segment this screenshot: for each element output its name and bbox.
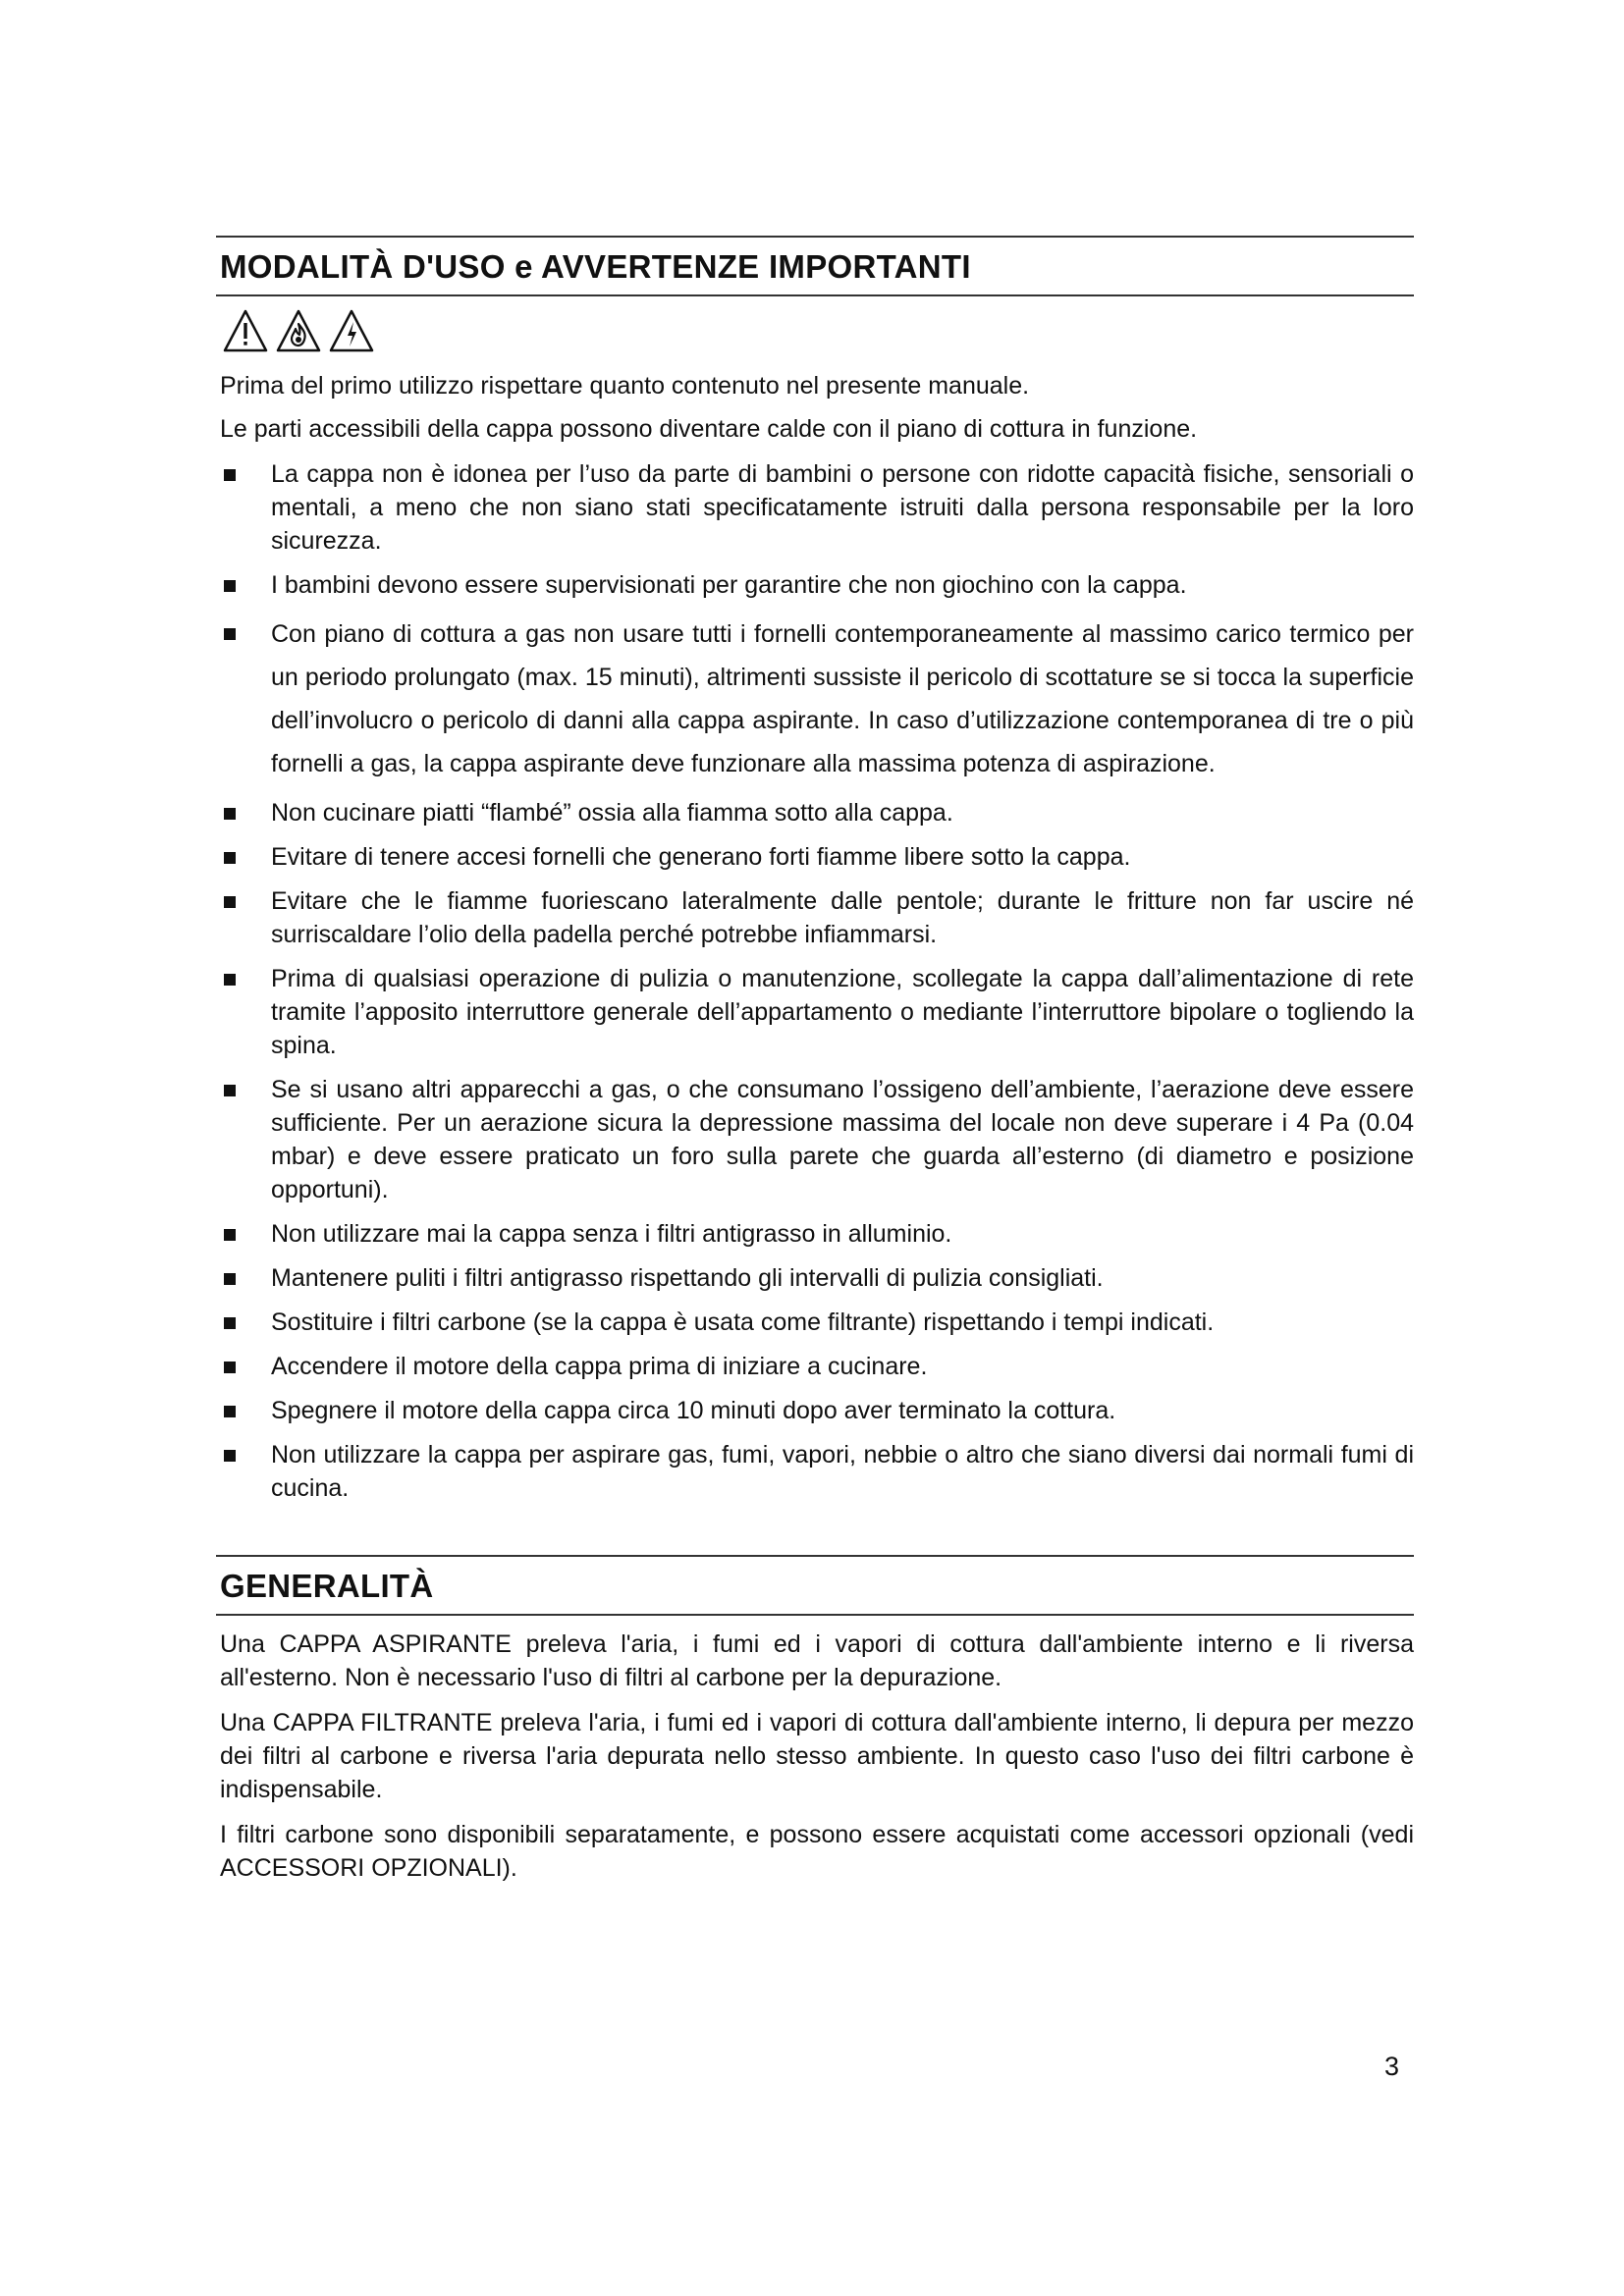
list-item: Prima di qualsiasi operazione di pulizia o manutenzione, scollegate la cappa dall’alimentazione di rete tramite l’apposito interruttore generale dell’appartamento o mediante l’interruttore bipolare o togliendo la spina. <box>216 962 1414 1062</box>
list-item: Evitare di tenere accesi fornelli che generano forti fiamme libere sotto la cappa. <box>216 840 1414 874</box>
list-item: Spegnere il motore della cappa circa 10 minuti dopo aver terminato la cottura. <box>216 1394 1414 1427</box>
section-title-usage: MODALITÀ D'USO e AVVERTENZE IMPORTANTI <box>220 248 971 285</box>
bullet-square-icon <box>224 1406 236 1417</box>
warning-triangle-icon <box>222 308 269 353</box>
bullet-square-icon <box>224 808 236 820</box>
general-paragraph: Una CAPPA ASPIRANTE preleva l'aria, i fumi ed i vapori di cottura dall'ambiente interno e li riversa all'esterno. Non è necessario l'uso di filtri al carbone per la depurazione. <box>220 1630 1414 1691</box>
section-header-usage <box>216 236 1414 296</box>
list-item: Se si usano altri apparecchi a gas, o che consumano l’ossigeno dell’ambiente, l’aerazione deve essere sufficiente. Per un aerazione sicura la depressione massima del locale non deve superare i 4 Pa (0.04 mbar) e deve essere praticato un foro sulla parete che guarda all’esterno (di diametro e posizione opportuni). <box>216 1073 1414 1206</box>
fire-hazard-icon <box>275 308 322 353</box>
general-paragraph: Una CAPPA FILTRANTE preleva l'aria, i fumi ed i vapori di cottura dall'ambiente interno, li depura per mezzo dei filtri al carbone e riversa l'aria depurata nello stesso ambiente. In questo caso l'uso dei filtri carbone è indispensabile. <box>220 1709 1414 1803</box>
intro-paragraph: Le parti accessibili della cappa possono diventare calde con il piano di cottura in funzione. <box>220 415 1198 443</box>
bullet-square-icon <box>224 1273 236 1285</box>
bullet-square-icon <box>224 1085 236 1096</box>
list-item: Non utilizzare la cappa per aspirare gas, fumi, vapori, nebbie o altro che siano diversi dai normali fumi di cucina. <box>216 1438 1414 1505</box>
list-item: I bambini devono essere supervisionati per garantire che non giochino con la cappa. <box>216 568 1414 602</box>
bullet-square-icon <box>224 1229 236 1241</box>
bullet-square-icon <box>224 852 236 864</box>
bullet-square-icon <box>224 469 236 481</box>
list-item: Evitare che le fiamme fuoriescano lateralmente dalle pentole; durante le fritture non far uscire né surriscaldare l’olio della padella perché potrebbe infiammarsi. <box>216 884 1414 951</box>
list-item: Non utilizzare mai la cappa senza i filtri antigrasso in alluminio. <box>216 1217 1414 1251</box>
page-number: 3 <box>1384 2052 1400 2081</box>
section-title-general: GENERALITÀ <box>220 1568 434 1604</box>
intro-paragraph: Prima del primo utilizzo rispettare quanto contenuto nel presente manuale. <box>220 372 1030 400</box>
bullet-square-icon <box>224 896 236 908</box>
section-header-general <box>216 1555 1414 1616</box>
list-item: Mantenere puliti i filtri antigrasso rispettando gli intervalli di pulizia consigliati. <box>216 1261 1414 1295</box>
bullet-square-icon <box>224 974 236 986</box>
warning-icons <box>222 308 1414 355</box>
bullet-square-icon <box>224 1450 236 1462</box>
list-item: Accendere il motore della cappa prima di iniziare a cucinare. <box>216 1350 1414 1383</box>
bullet-square-icon <box>224 1317 236 1329</box>
general-paragraph: I filtri carbone sono disponibili separatamente, e possono essere acquistati come accessori opzionali (vedi ACCESSORI OPZIONALI). <box>220 1821 1414 1882</box>
list-item: Con piano di cottura a gas non usare tutti i fornelli contemporaneamente al massimo carico termico per un periodo prolungato (max. 15 minuti), altrimenti sussiste il pericolo di scottature se si tocca la superficie dell’involucro o pericolo di danni alla cappa aspirante. In caso d’utilizzazione contemporanea di tre o più fornelli a gas, la cappa aspirante deve funzionare alla massima potenza di aspirazione. <box>216 613 1414 785</box>
bullet-square-icon <box>224 580 236 592</box>
document-page <box>216 236 1414 1885</box>
list-item: Non cucinare piatti “flambé” ossia alla fiamma sotto alla cappa. <box>216 796 1414 829</box>
bullet-square-icon <box>224 1362 236 1373</box>
bullet-square-icon <box>224 628 236 640</box>
list-item: Sostituire i filtri carbone (se la cappa è usata come filtrante) rispettando i tempi indicati. <box>216 1306 1414 1339</box>
warnings-list <box>216 457 1414 1505</box>
list-item: La cappa non è idonea per l’uso da parte di bambini o persone con ridotte capacità fisiche, sensoriali o mentali, a meno che non siano stati specificatamente istruiti dalla persona responsabile per la loro sicurezza. <box>216 457 1414 558</box>
general-section-body <box>216 1628 1414 1885</box>
electric-hazard-icon <box>328 308 375 353</box>
